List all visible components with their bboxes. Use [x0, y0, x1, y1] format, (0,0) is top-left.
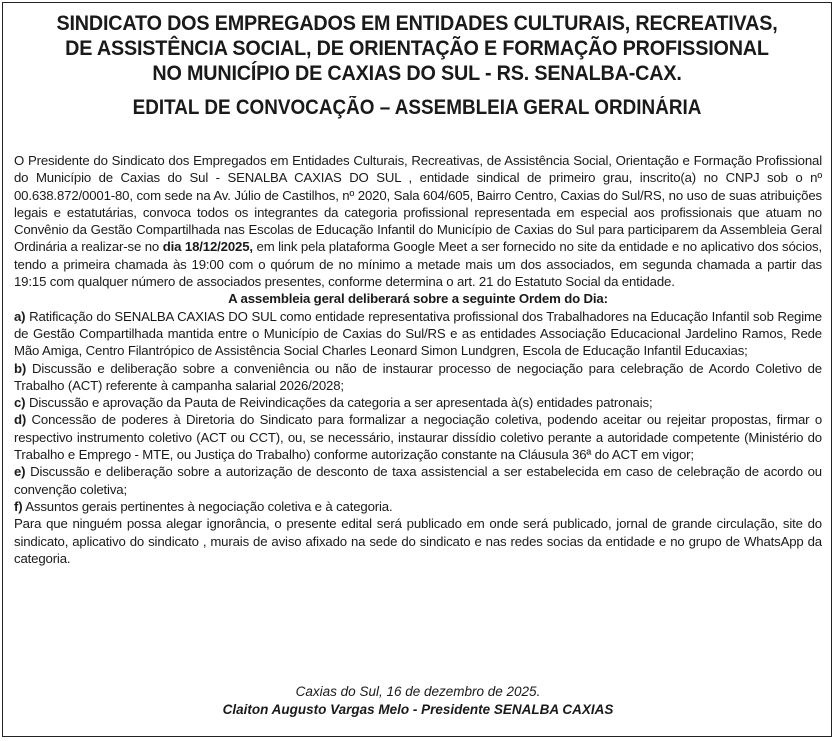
notice-title: EDITAL DE CONVOCAÇÃO – ASSEMBLEIA GERAL ORDINÁRIA [132, 96, 702, 119]
place-date: Caxias do Sul, 16 de dezembro de 2025. [295, 684, 541, 699]
item-text: Concessão de poderes à Diretoria do Sindicato para formalizar a negociação coletiva, podendo aceitar ou rejeitar propostas, firmar o respectivo instrumento coletivo (ACT ou CCT), ou, se necessário, instaurar dissídio coletivo perante a autoridade competente (Ministério do Trabalho e Emprego - MTE, ou Justiça do Trabalho) conforme autorização constante na Cláusula 36ª do ACT em vigor; [14, 412, 822, 463]
item-letter: b) [14, 360, 27, 376]
item-text: Discussão e deliberação sobre a conveniência ou não de instaurar processo de negociação para celebração de Acordo Coletivo de Trabalho (ACT) referente à campanha salarial 2026/2028; [14, 360, 822, 393]
item-letter: c) [14, 395, 26, 411]
intro-part-2: em link pela plataforma Google Meet a ser fornecido no site da entidade e no aplicativo dos sócios, tendo a primeira chamada às 19:00 com o quórum de no mínimo a metade mais um dos associados, em segunda chamada a partir das 19:15 com qualquer número de associados presentes, conforme determina o art. 21 do Estatuto Social da entidade. [14, 239, 823, 290]
agenda-item-d [14, 411, 822, 463]
meeting-date: dia 18/12/2025, [162, 239, 253, 255]
header-line-1: SINDICATO DOS EMPREGADOS EM ENTIDADES CULTURAIS, RECREATIVAS, [56, 11, 778, 35]
agenda-item-b [14, 360, 822, 395]
item-text: Ratificação do SENALBA CAXIAS DO SUL como entidade representativa profissional dos Trabalhadores na Educação Infantil sob Regime de Gestão Compartilhada mantida entre o Município de Caxias do Sul/RS e as entidades Associação Educacional Jardelino Ramos, Rede Mão Amiga, Centro Filantrópico de Assistência Social Charles Leonard Simon Lundgren, Escola de Educação Infantil Educaxias; [14, 308, 822, 359]
item-letter: e) [14, 464, 26, 480]
item-text: Assuntos gerais pertinentes à negociação coletiva e à categoria. [22, 498, 393, 514]
agenda-heading: A assembleia geral deliberará sobre a seguinte Ordem do Dia: [228, 291, 608, 307]
union-name-header [36, 11, 798, 86]
item-letter: f) [14, 498, 23, 514]
header-line-3: NO MUNICÍPIO DE CAXIAS DO SUL - RS. SENALBA-CAX. [152, 61, 682, 85]
header-line-2: DE ASSISTÊNCIA SOCIAL, DE ORIENTAÇÃO E FORMAÇÃO PROFISSIONAL [65, 36, 769, 60]
closing-paragraph: Para que ninguém possa alegar ignorância, o presente edital será publicado em onde será publicado, jornal de grande circulação, site do sindicato, aplicativo do sindicato , murais de aviso afixado na sede do sindicato e nas redes socias da entidade e no grupo de WhatsApp da categoria. [14, 516, 822, 566]
agenda-item-c [14, 394, 822, 411]
notice-footer [3, 683, 833, 719]
signature: Claiton Augusto Vargas Melo - Presidente SENALBA CAXIAS [222, 702, 614, 717]
agenda-item-a [14, 308, 822, 360]
item-letter: d) [14, 412, 27, 428]
notice-body [14, 152, 822, 567]
intro-paragraph [14, 152, 822, 290]
agenda-item-f [14, 498, 822, 515]
item-letter: a) [14, 308, 26, 324]
item-text: Discussão e aprovação da Pauta de Reivindicações da categoria a ser apresentada à(s) entidades patronais; [25, 395, 653, 411]
item-text: Discussão e deliberação sobre a autorização de desconto de taxa assistencial a ser estabelecida em caso de celebração de acordo ou convenção coletiva; [14, 464, 822, 497]
agenda-item-e [14, 463, 822, 498]
edital-notice [2, 2, 832, 737]
intro-part-1: O Presidente do Sindicato dos Empregados em Entidades Culturais, Recreativas, de Assistência Social, Orientação e Formação Profissional do Município de Caxias do Sul - SENALBA CAXIAS DO SUL , entidade sindical de primeiro grau, inscrito(a) no CNPJ sob o nº 00.638.872/0001-80, com sede na Av. Júlio de Castilhos, nº 2020, Sala 604/605, Bairro Centro, Caxias do Sul/RS, no uso de suas atribuições legais e estatutárias, convoca todos os integrantes da categoria profissional representada em especial aos profissionais que atuam no Convênio da Gestão Compartilhada nas Escolas de Educação Infantil do Município de Caxias do Sul para participarem da Assembleia Geral Ordinária a realizar-se no [14, 153, 822, 255]
